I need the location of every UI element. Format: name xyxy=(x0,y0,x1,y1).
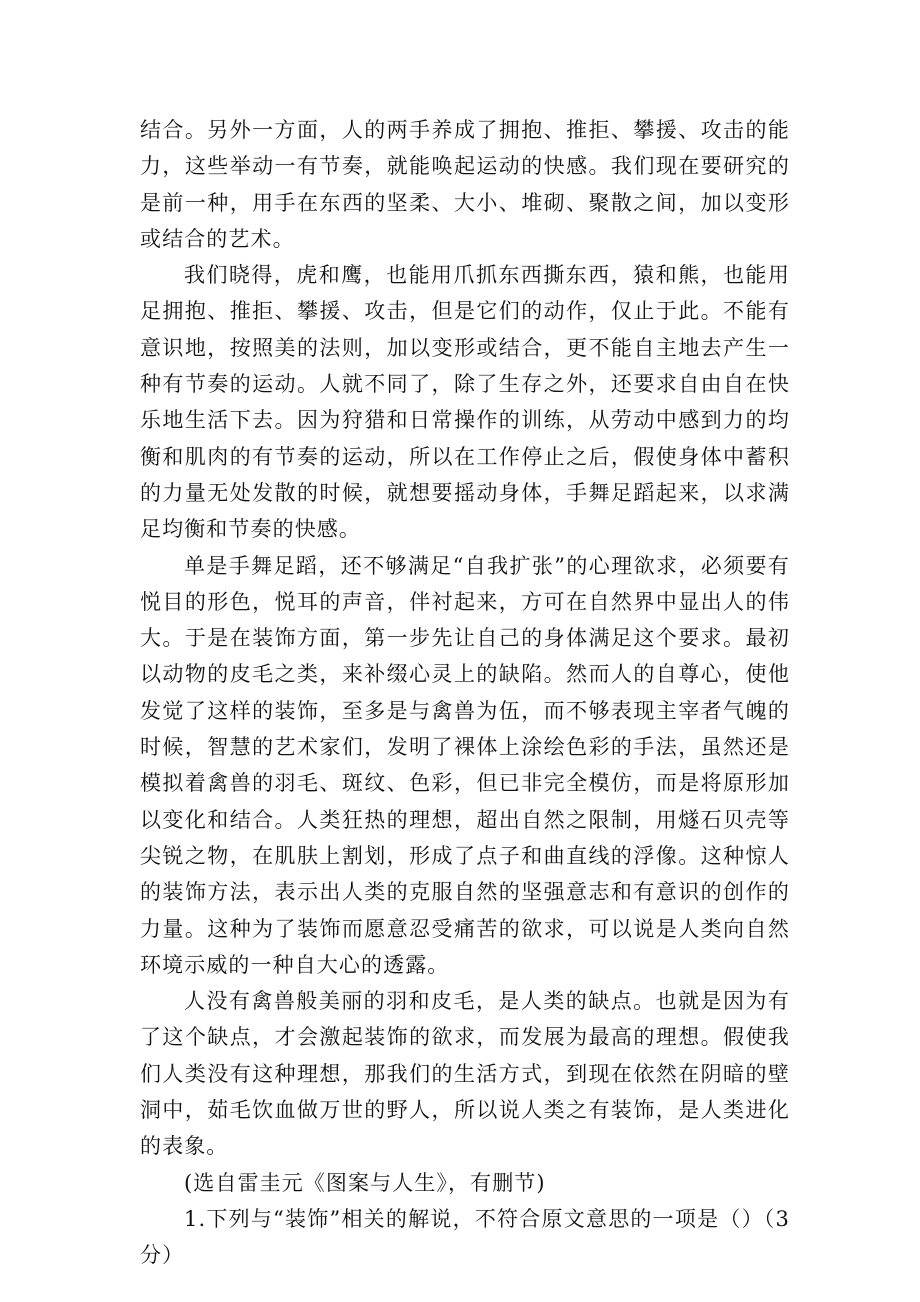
paragraph-2: 我们晓得，虎和鹰，也能用爪抓东西撕东西，猿和熊，也能用足拥抱、推拒、攀援、攻击，但是它们的动作，仅止于此。不能有意识地，按照美的法则，加以变形或结合，更不能自主地去产生一种有节奏的运动。人就不同了，除了生存之外，还要求自由自在快乐地生活下去。因为狩猎和日常操作的训练，从劳动中感到力的均衡和肌肉的有节奏的运动，所以在工作停止之后，假使身体中蓄积的力量无处发散的时候，就想要摇动身体，手舞足蹈起来，以求满足均衡和节奏的快感。 xyxy=(140,263,790,542)
question-1: 1.下列与“装饰”相关的解说，不符合原文意思的一项是（）（3分） xyxy=(140,1206,790,1268)
source-citation: (选自雷圭元《图案与人生》，有删节) xyxy=(184,1170,546,1195)
document-body xyxy=(140,112,790,1274)
paragraph-3: 单是手舞足蹈，还不够满足“自我扩张”的心理欲求，必须要有悦目的形色，悦耳的声音，伴衬起来，方可在自然界中显出人的伟大。于是在装饰方面，第一步先让自己的身体满足这个要求。最初以动物的皮毛之类，来补缀心灵上的缺陷。然而人的自尊心，使他发觉了这样的装饰，至多是与禽兽为伍，而不够表现主宰者气魄的时候，智慧的艺术家们，发明了裸体上涂绘色彩的手法，虽然还是模拟着禽兽的羽毛、斑纹、色彩，但已非完全模仿，而是将原形加以变化和结合。人类狂热的理想，超出自然之限制，用燧石贝壳等尖锐之物，在肌肤上割划，形成了点子和曲直线的浮像。这种惊人的装饰方法，表示出人类的克服自然的坚强意志和有意识的创作的力量。这种为了装饰而愿意忍受痛苦的欲求，可以说是人类向自然环境示威的一种自大心的透露。 xyxy=(140,553,790,977)
paragraph-1: 结合。另外一方面，人的两手养成了拥抱、推拒、攀援、攻击的能力，这些举动一有节奏，就能唤起运动的快感。我们现在要研究的是前一种，用手在东西的坚柔、大小、堆砌、聚散之间，加以变形或结合的艺术。 xyxy=(140,118,790,251)
paragraph-4: 人没有禽兽般美丽的羽和皮毛，是人类的缺点。也就是因为有了这个缺点，才会激起装饰的欲求，而发展为最高的理想。假使我们人类没有这种理想，那我们的生活方式，到现在依然在阴暗的壁洞中，茹毛饮血做万世的野人，所以说人类之有装饰，是人类进化的表象。 xyxy=(140,989,790,1159)
